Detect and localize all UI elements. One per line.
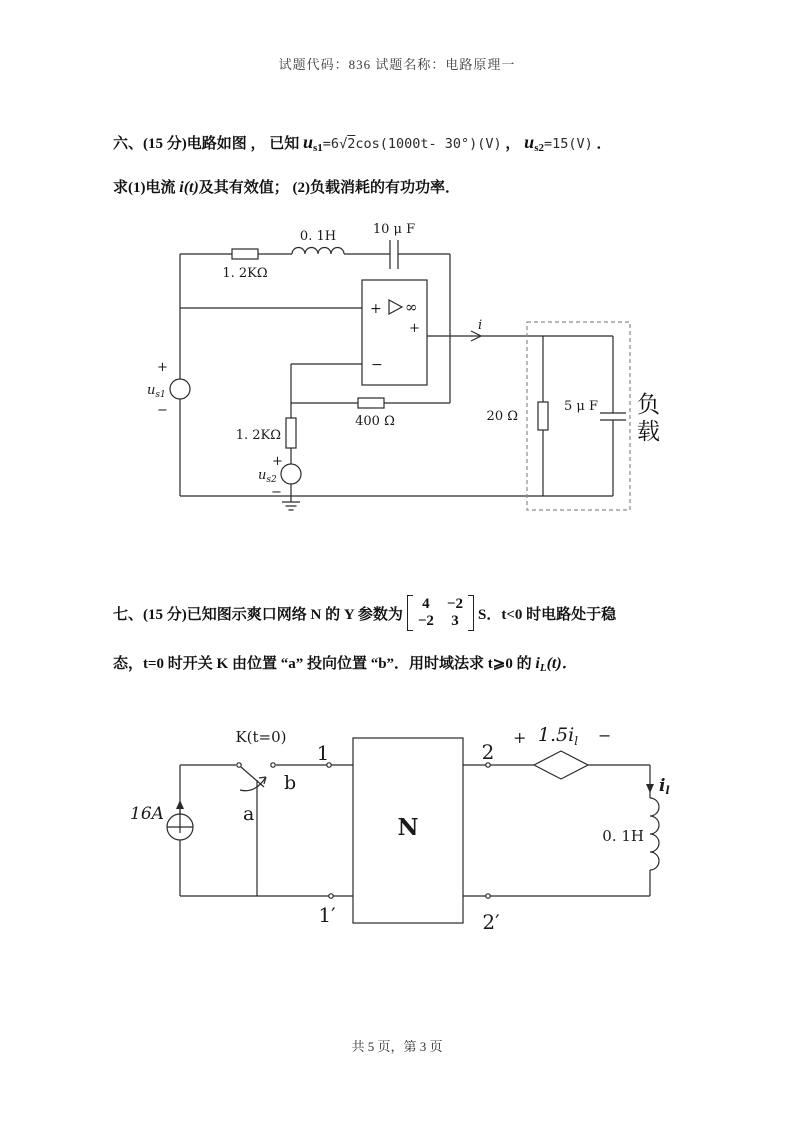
il-symbol: iL [535,655,547,674]
us1-formula: =6√2cos(1000t- 30°)(V) [322,136,502,152]
us2-formula: =15(V) [543,136,593,152]
source-us2 [281,464,301,484]
label-pos-a: a [243,803,255,825]
label-r-mid: 1. 2KΩ [235,428,281,443]
label-l-top: 0. 1H [299,229,337,244]
resistor-400 [358,398,384,408]
label-il: il [659,776,670,797]
label-terminal-1: 1 [316,741,330,765]
page-footer: 共 5 页，第 3 页 [351,1039,443,1054]
switch-contact-left [237,763,241,767]
matrix-m11: 4 [422,596,430,612]
load-label: 负载 [637,392,660,444]
label-switch: K(t=0) [235,728,287,746]
capacitor-5uF [600,413,626,420]
opamp-output-plus: + [409,321,420,336]
label-inductor: 0. 1H [602,827,644,845]
source-us1 [170,379,190,399]
label-source-16A: 16A [130,804,164,824]
label-us1: $u_{s1}$ [147,383,166,400]
label-c-top: 10 μ F [372,222,416,237]
label-r-top: 1. 2KΩ [222,266,268,281]
capacitor-10uF [390,240,398,269]
label-terminal-2: 2 [481,740,495,764]
problem6-line2: 求(1)电流 i(t)及其有效值； (2)负载消耗的有功功率． [113,179,461,196]
label-terminal-1-prime: 1′ [318,903,336,927]
label-us1-minus: − [157,403,168,418]
label-terminal-2-prime: 2′ [482,910,500,934]
inductor-0-1H-2 [650,798,659,870]
switch-contact-b [271,763,275,767]
label-current-i: i [478,318,483,333]
problem6-intro: 六、(15 分)电路如图 ， 已知 [113,136,303,152]
il-arrow-icon [646,784,654,793]
switch-arc-arrow-icon [240,777,266,791]
opamp-infinity-icon: ∞ [405,298,418,316]
inductor-0-1H [292,248,344,255]
problem7-line1: 七、(15 分)已知图示爽口网络 N 的 Y 参数为 4 −2 −2 3 S．t<0 时电路处于稳 [113,596,617,629]
resistor-20 [538,402,548,430]
terminal-1-prime [329,894,333,898]
resistor-1-2k-top [232,249,258,259]
label-us2: $u_{s2}$ [258,468,277,485]
label-r-fb: 400 Ω [355,414,395,429]
comma: ， [501,136,525,152]
label-r-load: 20 Ω [486,409,518,424]
label-us2-plus: + [272,454,283,469]
problem6-line1 [113,132,612,154]
y-parameter-matrix [407,595,474,631]
label-dep-minus: − [598,726,612,745]
label-pos-b: b [284,772,297,794]
label-us1-plus: + [157,360,168,375]
terminal-2-prime [486,894,490,898]
circuit1-diagram [140,220,685,520]
matrix-m12: −2 [446,596,463,612]
current-it-symbol: i(t) [179,179,199,196]
opamp-minus-input: − [371,357,383,373]
opamp-plus-input: + [370,301,382,317]
us2-symbol: us2 [524,132,544,154]
dependent-source-diamond [534,751,588,779]
matrix-right-bracket [468,595,474,631]
label-network-N: N [397,814,419,841]
matrix-m22: 3 [451,613,459,629]
problem7-line2: 态，t=0 时开关 K 由位置 “a” 投向位置 “b”．用时域法求 t⩾0 的 iL(t)． [113,655,578,674]
matrix-m21: −2 [417,613,434,629]
circuit2-diagram [120,715,700,950]
current-source-arrow-icon [176,800,184,809]
resistor-1-2k-mid [286,418,296,448]
us1-symbol: us1 [303,132,323,154]
label-c-load: 5 μ F [563,399,598,414]
label-dep-value: $1.5i_l$ [537,724,579,748]
page-header: 试题代码：836 试题名称：电路原理一 [278,57,516,72]
ground-symbol [282,502,300,510]
label-dep-plus: + [513,728,527,747]
label-us2-minus: − [271,485,282,500]
period: ． [592,136,612,152]
